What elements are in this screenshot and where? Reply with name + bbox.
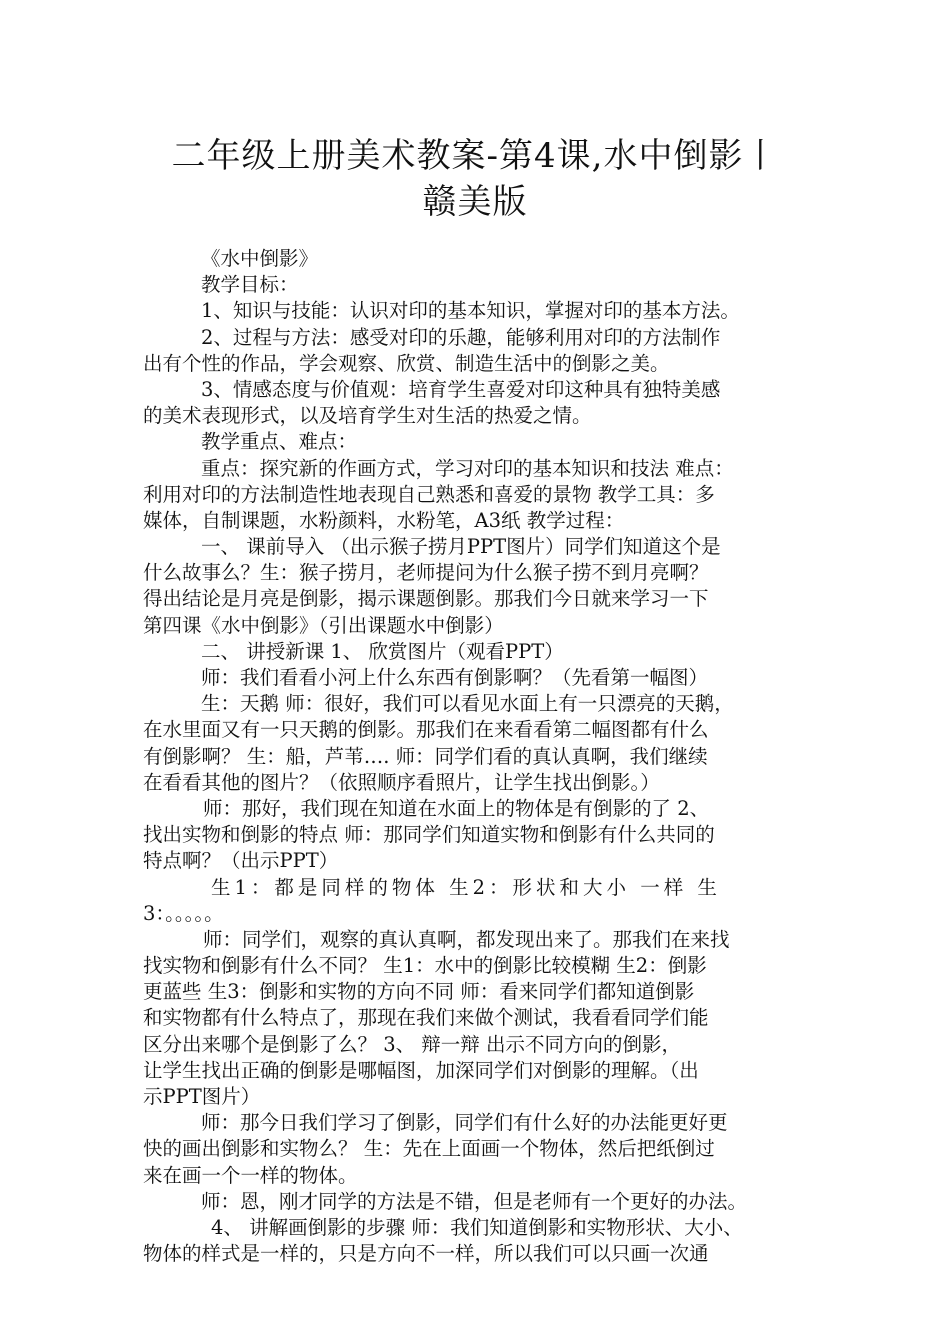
document-title-line-1: 二年级上册美术教案-第4课,水中倒影丨 bbox=[171, 136, 779, 176]
text-line: 和实物都有什么特点了，那现在我们来做个测试，我看看同学们能 bbox=[143, 1006, 709, 1030]
text-line: 二、 讲授新课 1、 欣赏图片（观看PPT） bbox=[201, 639, 564, 663]
text-line: 生1：都是同样的物体 生2：形状和大小 一样 生 bbox=[211, 875, 721, 899]
text-line: 生：天鹅 师：很好，我们可以看见水面上有一只漂亮的天鹅， bbox=[201, 692, 734, 716]
text-line: 1、知识与技能：认识对印的基本知识，掌握对印的基本方法。 bbox=[201, 299, 740, 323]
text-line: 让学生找出正确的倒影是哪幅图，加深同学们对倒影的理解。（出 bbox=[143, 1058, 699, 1082]
document-title-line-2: 赣美版 bbox=[422, 182, 528, 222]
text-line: 找实物和倒影有什么不同？ 生1：水中的倒影比较模糊 生2：倒影 bbox=[143, 954, 707, 978]
text-line: 找出实物和倒影的特点 师：那同学们知道实物和倒影有什么共同的 bbox=[143, 823, 715, 847]
text-line: 在水里面又有一只天鹅的倒影。那我们在来看看第二幅图都有什么 bbox=[143, 718, 709, 742]
text-line: 示PPT图片） bbox=[143, 1085, 261, 1108]
text-line: 的美术表现形式，以及培育学生对生活的热爱之情。 bbox=[143, 404, 592, 428]
text-line: 教学目标： bbox=[201, 273, 299, 297]
text-line: 《水中倒影》 bbox=[201, 247, 319, 270]
text-line: 来在画一个一样的物体。 bbox=[143, 1163, 358, 1187]
document-body bbox=[143, 246, 823, 1267]
text-line: 出有个性的作品，学会观察、欣赏、制造生活中的倒影之美。 bbox=[143, 351, 670, 375]
text-line: 师：那今日我们学习了倒影，同学们有什么好的办法能更好更 bbox=[201, 1111, 728, 1135]
text-line: 什么故事么？生：猴子捞月，老师提问为什么猴子捞不到月亮啊？ bbox=[143, 561, 709, 585]
text-line: 师：恩，刚才同学的方法是不错，但是老师有一个更好的办法。 bbox=[201, 1189, 748, 1213]
text-line: 利用对印的方法制造性地表现自己熟悉和喜爱的景物 教学工具：多 bbox=[143, 482, 715, 506]
text-line: 教学重点、难点： bbox=[201, 430, 358, 454]
text-line: 3：。。。。。 bbox=[143, 901, 224, 925]
text-line: 师：同学们，观察的真认真啊，都发现出来了。那我们在来找 bbox=[203, 927, 730, 951]
text-line: 有倒影啊？ 生：船，芦苇…. 师：同学们看的真认真啊，我们继续 bbox=[143, 744, 708, 768]
text-line: 重点：探究新的作画方式，学习对印的基本知识和技法 难点： bbox=[201, 456, 734, 480]
text-line: 在看看其他的图片？（依照顺序看照片，让学生找出倒影。） bbox=[143, 770, 660, 794]
text-line: 更蓝些 生3：倒影和实物的方向不同 师：看来同学们都知道倒影 bbox=[143, 980, 695, 1004]
text-line: 师：那好，我们现在知道在水面上的物体是有倒影的了 2、 bbox=[203, 796, 710, 820]
text-line: 得出结论是月亮是倒影，揭示课题倒影。那我们今日就来学习一下 bbox=[143, 587, 709, 611]
text-line: 4、 讲解画倒影的步骤 师：我们知道倒影和实物形状、大小、 bbox=[211, 1215, 743, 1239]
text-line: 快的画出倒影和实物么？ 生：先在上面画一个物体，然后把纸倒过 bbox=[143, 1137, 715, 1161]
text-line: 一、 课前导入 （出示猴子捞月PPT图片）同学们知道这个是 bbox=[201, 535, 721, 559]
text-line: 师：我们看看小河上什么东西有倒影啊？（先看第一幅图） bbox=[201, 666, 709, 689]
text-line: 物体的样式是一样的，只是方向不一样，所以我们可以只画一次通 bbox=[143, 1242, 709, 1266]
text-line: 区分出来哪个是倒影了么？ 3、 辩一辩 出示不同方向的倒影， bbox=[143, 1032, 682, 1056]
text-line: 媒体，自制课题，水粉颜料，水粉笔，A3纸 教学过程： bbox=[143, 508, 625, 532]
text-line: 3、情感态度与价值观：培育学生喜爱对印这种具有独特美感 bbox=[201, 377, 721, 401]
text-line: 2、过程与方法：感受对印的乐趣，能够利用对印的方法制作 bbox=[201, 325, 721, 349]
text-line: 第四课《水中倒影》（引出课题水中倒影） bbox=[143, 613, 504, 637]
text-line: 特点啊？（出示PPT） bbox=[143, 849, 339, 873]
